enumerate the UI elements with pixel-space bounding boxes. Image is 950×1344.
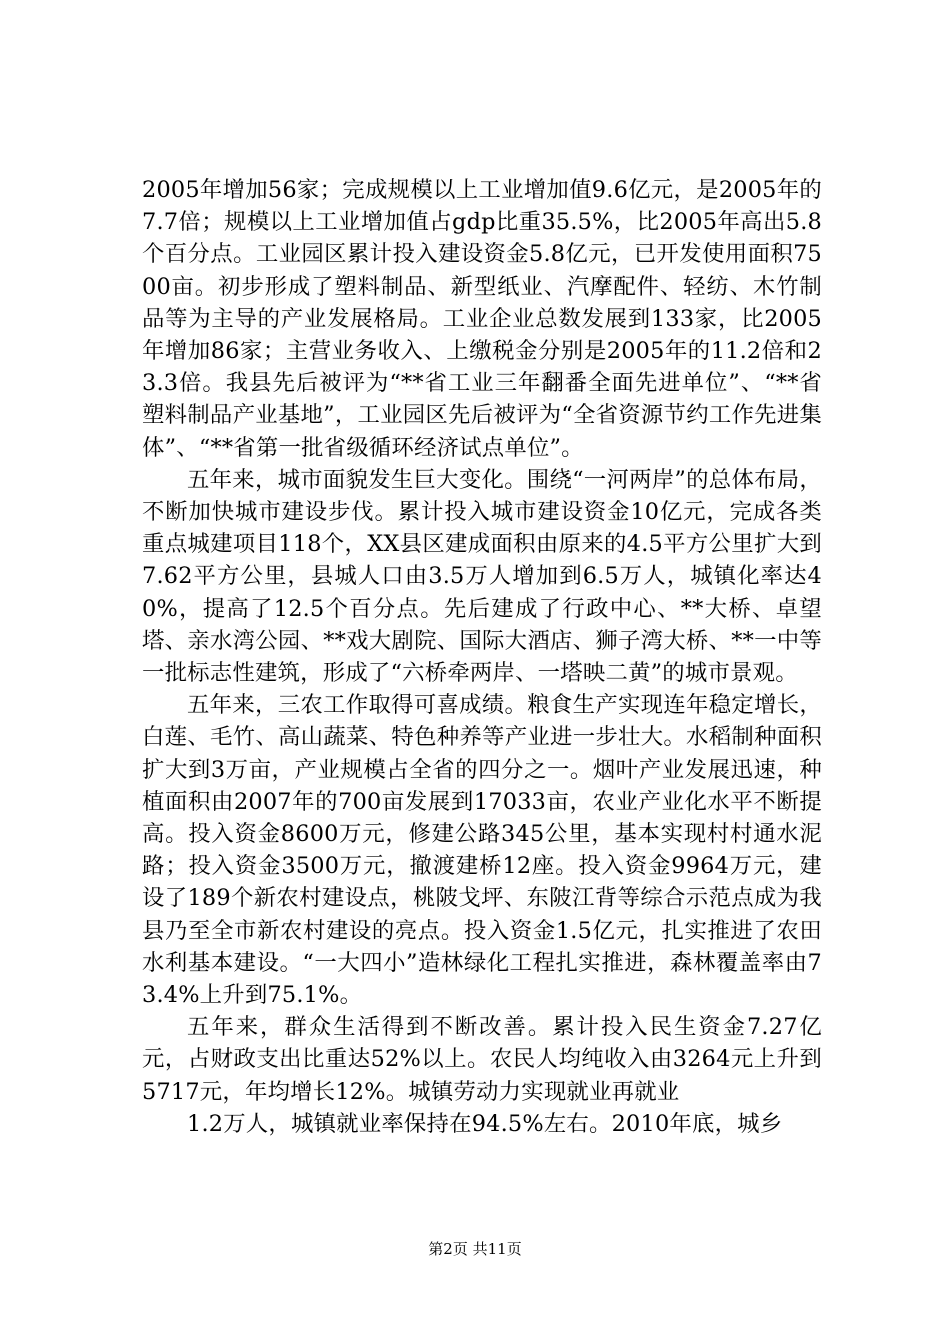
paragraph-industry-continued: 2005年增加56家；完成规模以上工业增加值9.6亿元，是2005年的7.7倍；规模以上工业增加值占gdp比重35.5%，比2005年高出5.8个百分点。工业园区累计投入建设资金5.8亿元，已开发使用面积7500亩。初步形成了塑料制品、新型纸业、汽摩配件、轻纺、木竹制品等为主导的产业发展格局。工业企业总数发展到133家，比2005年增加86家；主营业务收入、上缴税金分别是2005年的11.2倍和23.3倍。我县先后被评为“**省工业三年翻番全面先进单位”、“**省塑料制品产业基地”，工业园区先后被评为“全省资源节约工作先进集体”、“**省第一批省级循环经济试点单位”。: [142, 177, 822, 461]
paragraph-livelihood: 五年来，群众生活得到不断改善。累计投入民生资金7.27亿元，占财政支出比重达52%以上。农民人均纯收入由3264元上升到5717元，年均增长12%。城镇劳动力实现就业再就业: [142, 1014, 822, 1105]
document-body: [142, 174, 822, 1140]
paragraph-agriculture: 五年来，三农工作取得可喜成绩。粮食生产实现连年稳定增长，白莲、毛竹、高山蔬菜、特色种养等产业进一步壮大。水稻制种面积扩大到3万亩，产业规模占全省的四分之一。烟叶产业发展迅速，种植面积由2007年的700亩发展到17033亩，农业产业化水平不断提高。投入资金8600万元，修建公路345公里，基本实现村村通水泥路；投入资金3500万元，撤渡建桥12座。投入资金9964万元，建设了189个新农村建设点，桃陂戈坪、东陂江背等综合示范点成为我县乃至全市新农村建设的亮点。投入资金1.5亿元，扎实推进了农田水利基本建设。“一大四小”造林绿化工程扎实推进，森林覆盖率由73.4%上升到75.1%。: [142, 692, 822, 1009]
paragraph-employment: 1.2万人，城镇就业率保持在94.5%左右。2010年底，城乡: [187, 1110, 783, 1137]
page-number-footer: 第2页 共11页: [428, 1240, 522, 1258]
paragraph-city-development: 五年来，城市面貌发生巨大变化。围绕“一河两岸”的总体布局，不断加快城市建设步伐。累计投入城市建设资金10亿元，完成各类重点城建项目118个，XX县区建成面积由原来的4.5平方公里扩大到7.62平方公里，县城人口由3.5万人增加到6.5万人，城镇化率达40%，提高了12.5个百分点。先后建成了行政中心、**大桥、卓望塔、亲水湾公园、**戏大剧院、国际大酒店、狮子湾大桥、**一中等一批标志性建筑，形成了“六桥牵两岸、一塔映二黄”的城市景观。: [142, 466, 822, 687]
